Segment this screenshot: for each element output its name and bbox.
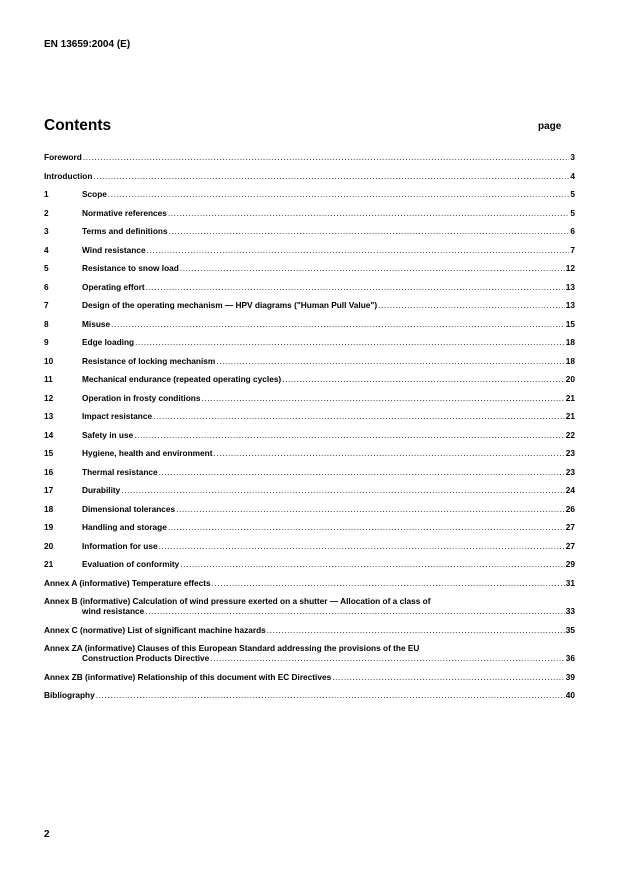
toc-entry[interactable] xyxy=(44,522,575,532)
toc-label: Annex ZA (informative) Clauses of this European Standard addressing the provisions of the EU xyxy=(44,643,420,653)
toc-number: 19 xyxy=(44,522,54,532)
toc-label: Foreword xyxy=(44,152,82,162)
leader-dots xyxy=(159,541,565,551)
toc-label: Durability xyxy=(82,485,121,495)
leader-dots xyxy=(210,653,565,663)
toc-number: 8 xyxy=(44,318,49,329)
toc-entry-introduction[interactable] xyxy=(44,171,575,181)
toc-page: 21 xyxy=(565,392,575,403)
leader-dots xyxy=(201,393,564,403)
toc-page: 5 xyxy=(570,207,575,218)
toc-page: 31 xyxy=(565,577,575,588)
toc-label: Information for use xyxy=(82,540,158,551)
toc-label: Dimensional tolerances xyxy=(82,503,176,514)
toc-entry[interactable] xyxy=(44,411,575,421)
toc-page: 7 xyxy=(570,244,575,255)
toc-page: 18 xyxy=(565,355,575,366)
toc-label: Annex A (informative) Temperature effects xyxy=(44,577,211,588)
toc-entry-foreword[interactable] xyxy=(44,152,575,162)
contents-title: Contents xyxy=(44,117,112,134)
toc-entry[interactable] xyxy=(44,393,575,403)
toc-label: Handling and storage xyxy=(82,522,167,532)
toc-entry[interactable] xyxy=(44,448,575,458)
leader-dots xyxy=(180,559,565,569)
toc-number: 21 xyxy=(44,559,54,569)
table-of-contents xyxy=(44,152,575,709)
leader-dots xyxy=(134,430,565,440)
toc-entry-annex-a[interactable] xyxy=(44,578,575,588)
toc-page: 27 xyxy=(565,540,575,551)
leader-dots xyxy=(332,672,565,682)
toc-label: Design of the operating mechanism — HPV diagrams ("Human Pull Value") xyxy=(82,300,378,310)
toc-entry[interactable] xyxy=(44,356,575,366)
toc-entry-annex-za[interactable] xyxy=(44,643,575,663)
toc-label: Wind resistance xyxy=(82,244,146,255)
toc-page: 24 xyxy=(565,485,575,495)
toc-number: 7 xyxy=(44,300,49,310)
toc-label: Evaluation of conformity xyxy=(82,559,180,569)
toc-number: 20 xyxy=(44,540,54,551)
toc-label: Operation in frosty conditions xyxy=(82,392,201,403)
toc-number: 13 xyxy=(44,411,54,421)
toc-entry[interactable] xyxy=(44,374,575,384)
toc-page: 4 xyxy=(570,170,575,181)
toc-page: 5 xyxy=(570,189,575,199)
toc-page: 40 xyxy=(565,690,575,700)
leader-dots xyxy=(135,337,565,347)
toc-number: 10 xyxy=(44,355,54,366)
toc-label: Misuse xyxy=(82,318,111,329)
leader-dots xyxy=(180,263,565,273)
toc-entry-annex-zb[interactable] xyxy=(44,672,575,682)
toc-label: Impact resistance xyxy=(82,411,153,421)
toc-entry[interactable] xyxy=(44,300,575,310)
toc-entry[interactable] xyxy=(44,559,575,569)
toc-page: 6 xyxy=(570,226,575,236)
toc-label: Resistance to snow load xyxy=(82,263,179,273)
toc-page: 12 xyxy=(565,263,575,273)
toc-label: Hygiene, health and environment xyxy=(82,448,213,458)
toc-entry[interactable] xyxy=(44,504,575,514)
leader-dots xyxy=(93,171,569,181)
leader-dots xyxy=(168,522,565,532)
toc-label: Annex B (informative) Calculation of wind pressure exerted on a shutter — Allocation of a class of xyxy=(44,596,431,606)
toc-entry[interactable] xyxy=(44,245,575,255)
toc-entry-annex-c[interactable] xyxy=(44,625,575,635)
leader-dots xyxy=(145,606,565,616)
toc-label: Edge loading xyxy=(82,337,135,347)
toc-label-continued: Construction Products Directive xyxy=(82,653,210,663)
toc-number: 3 xyxy=(44,226,49,236)
toc-label: Bibliography xyxy=(44,690,95,700)
toc-label-continued: wind resistance xyxy=(82,606,145,616)
leader-dots xyxy=(147,245,570,255)
toc-label: Annex ZB (informative) Relationship of this document with EC Directives xyxy=(44,671,332,682)
toc-page: 13 xyxy=(565,300,575,310)
toc-entry[interactable] xyxy=(44,319,575,329)
document-id: EN 13659:2004 (E) xyxy=(44,39,131,50)
toc-page: 20 xyxy=(565,374,575,384)
leader-dots xyxy=(153,411,565,421)
leader-dots xyxy=(176,504,565,514)
toc-entry-annex-b[interactable] xyxy=(44,596,575,616)
leader-dots xyxy=(216,356,565,366)
page-number: 2 xyxy=(44,829,50,840)
leader-dots xyxy=(169,226,570,236)
leader-dots xyxy=(168,208,570,218)
leader-dots xyxy=(282,374,565,384)
leader-dots xyxy=(108,189,569,199)
toc-entry[interactable] xyxy=(44,485,575,495)
toc-entry[interactable] xyxy=(44,337,575,347)
toc-label: Thermal resistance xyxy=(82,466,158,477)
leader-dots xyxy=(212,578,565,588)
toc-number: 1 xyxy=(44,189,49,199)
toc-number: 18 xyxy=(44,503,54,514)
toc-page: 33 xyxy=(565,606,575,616)
toc-page: 15 xyxy=(565,318,575,329)
toc-number: 11 xyxy=(44,374,53,384)
toc-entry[interactable] xyxy=(44,208,575,218)
leader-dots xyxy=(111,319,565,329)
toc-entry[interactable] xyxy=(44,226,575,236)
toc-label: Introduction xyxy=(44,170,93,181)
toc-page: 22 xyxy=(565,429,575,440)
toc-page: 23 xyxy=(565,448,575,458)
toc-page: 21 xyxy=(565,411,575,421)
leader-dots xyxy=(146,282,565,292)
leader-dots xyxy=(96,690,565,700)
toc-label: Resistance of locking mechanism xyxy=(82,355,216,366)
toc-entry[interactable] xyxy=(44,430,575,440)
leader-dots xyxy=(213,448,564,458)
toc-entry[interactable] xyxy=(44,282,575,292)
toc-label: Normative references xyxy=(82,207,167,218)
toc-label: Safety in use xyxy=(82,429,134,440)
toc-page: 18 xyxy=(565,337,575,347)
toc-label: Mechanical endurance (repeated operating cycles) xyxy=(82,374,282,384)
toc-page: 27 xyxy=(565,522,575,532)
toc-number: 5 xyxy=(44,263,49,273)
page-column-label: page xyxy=(538,121,562,132)
toc-number: 16 xyxy=(44,466,54,477)
toc-label: Scope xyxy=(82,189,107,199)
toc-number: 12 xyxy=(44,392,54,403)
toc-page: 36 xyxy=(565,653,575,663)
toc-page: 39 xyxy=(565,671,575,682)
toc-number: 15 xyxy=(44,448,54,458)
toc-number: 6 xyxy=(44,281,49,292)
toc-number: 2 xyxy=(44,207,49,218)
toc-entry[interactable] xyxy=(44,467,575,477)
leader-dots xyxy=(83,152,570,162)
toc-label: Operating effort xyxy=(82,281,145,292)
leader-dots xyxy=(267,625,565,635)
toc-label: Terms and definitions xyxy=(82,226,168,236)
toc-page: 3 xyxy=(570,152,575,162)
toc-page: 29 xyxy=(565,559,575,569)
toc-label: Annex C (normative) List of significant machine hazards xyxy=(44,624,266,635)
toc-entry[interactable] xyxy=(44,189,575,199)
toc-page: 23 xyxy=(565,466,575,477)
leader-dots xyxy=(378,300,565,310)
toc-number: 14 xyxy=(44,429,54,440)
toc-entry-bibliography[interactable] xyxy=(44,690,575,700)
toc-number: 17 xyxy=(44,485,54,495)
toc-page: 26 xyxy=(565,503,575,514)
toc-page: 13 xyxy=(565,281,575,292)
toc-page: 35 xyxy=(565,624,575,635)
leader-dots xyxy=(121,485,565,495)
toc-entry[interactable] xyxy=(44,263,575,273)
toc-number: 4 xyxy=(44,244,49,255)
leader-dots xyxy=(159,467,565,477)
toc-number: 9 xyxy=(44,337,49,347)
toc-entry[interactable] xyxy=(44,541,575,551)
